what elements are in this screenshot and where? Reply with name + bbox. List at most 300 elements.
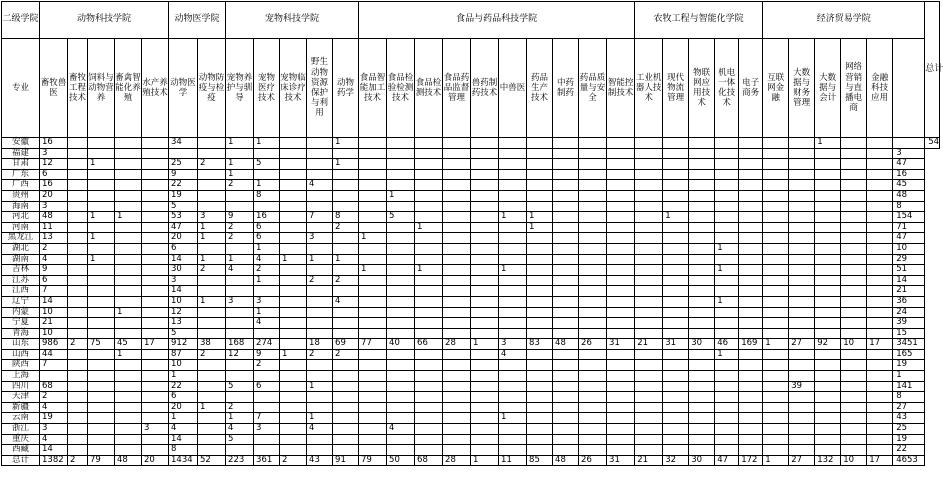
corner-header: 二级学院 <box>2 2 40 39</box>
count-cell <box>815 296 841 307</box>
count-cell: 3 <box>40 201 68 212</box>
count-cell <box>68 318 88 329</box>
count-cell <box>579 222 607 233</box>
count-cell: 1 <box>280 254 307 265</box>
count-cell <box>387 413 415 424</box>
count-cell <box>333 190 359 201</box>
count-cell <box>471 424 499 435</box>
count-cell <box>579 275 607 286</box>
count-cell: 69 <box>333 339 359 350</box>
count-cell: 31 <box>663 339 689 350</box>
count-cell <box>715 402 739 413</box>
count-cell <box>635 243 663 254</box>
count-cell <box>739 201 763 212</box>
count-cell <box>815 180 841 191</box>
major-header: 中兽医 <box>499 39 527 138</box>
count-cell <box>280 371 307 382</box>
count-cell <box>359 371 387 382</box>
count-cell: 47 <box>715 455 739 466</box>
count-cell <box>527 307 553 318</box>
count-cell: 27 <box>789 339 815 350</box>
count-cell <box>867 349 893 360</box>
count-cell: 77 <box>359 339 387 350</box>
count-cell: 1 <box>307 381 333 392</box>
count-cell <box>739 349 763 360</box>
count-cell: 4 <box>40 402 68 413</box>
count-cell: 1 <box>415 222 443 233</box>
count-cell <box>68 222 88 233</box>
count-cell <box>115 318 142 329</box>
count-cell <box>867 445 893 456</box>
count-cell <box>307 159 333 170</box>
count-cell: 1 <box>169 371 198 382</box>
count-cell <box>499 201 527 212</box>
count-cell <box>443 413 471 424</box>
count-cell <box>689 159 715 170</box>
count-cell <box>607 138 635 149</box>
count-cell <box>307 445 333 456</box>
count-cell <box>815 254 841 265</box>
count-cell <box>115 286 142 297</box>
count-cell <box>635 349 663 360</box>
count-cell <box>198 371 226 382</box>
count-cell <box>553 222 579 233</box>
count-cell <box>553 212 579 223</box>
count-cell: 31 <box>607 339 635 350</box>
count-cell <box>815 318 841 329</box>
count-cell <box>815 265 841 276</box>
count-cell: 1 <box>115 307 142 318</box>
major-header: 宠物临床诊疗技术 <box>280 39 307 138</box>
count-cell <box>867 434 893 445</box>
major-header: 饲料与动物营养 <box>88 39 115 138</box>
count-cell <box>307 243 333 254</box>
count-cell <box>663 275 689 286</box>
count-cell <box>471 328 499 339</box>
count-cell: 1 <box>88 159 115 170</box>
count-cell: 16 <box>40 180 68 191</box>
count-cell <box>415 392 443 403</box>
count-cell <box>142 138 169 149</box>
count-cell <box>443 243 471 254</box>
count-cell <box>635 159 663 170</box>
count-cell <box>763 212 789 223</box>
province-cell: 黑龙江 <box>2 233 40 244</box>
count-cell: 19 <box>40 413 68 424</box>
count-cell <box>553 381 579 392</box>
count-cell <box>689 233 715 244</box>
count-cell <box>415 434 443 445</box>
count-cell: 6 <box>169 243 198 254</box>
count-cell <box>553 180 579 191</box>
table-row <box>2 328 940 339</box>
province-cell: 江苏 <box>2 275 40 286</box>
row-total-cell: 51 <box>893 265 925 276</box>
count-cell: 12 <box>40 159 68 170</box>
count-cell <box>553 413 579 424</box>
count-cell: 1 <box>527 222 553 233</box>
count-cell <box>689 222 715 233</box>
count-cell <box>142 243 169 254</box>
count-cell: 21 <box>40 318 68 329</box>
count-cell <box>142 265 169 276</box>
table-row <box>2 360 940 371</box>
count-cell <box>739 190 763 201</box>
count-cell <box>115 169 142 180</box>
count-cell <box>254 371 280 382</box>
count-cell <box>142 180 169 191</box>
count-cell <box>763 392 789 403</box>
row-total-cell: 1 <box>893 371 925 382</box>
count-cell <box>68 307 88 318</box>
count-cell <box>739 296 763 307</box>
count-cell <box>663 233 689 244</box>
table-row <box>2 286 940 297</box>
count-cell <box>198 275 226 286</box>
count-cell <box>68 169 88 180</box>
count-cell <box>280 328 307 339</box>
count-cell <box>527 180 553 191</box>
count-cell <box>115 265 142 276</box>
count-cell <box>198 180 226 191</box>
count-cell <box>867 275 893 286</box>
count-cell <box>789 148 815 159</box>
row-total-cell: 16 <box>893 169 925 180</box>
count-cell: 1 <box>471 455 499 466</box>
count-cell <box>579 180 607 191</box>
count-cell: 16 <box>40 138 68 149</box>
row-total-cell: 45 <box>893 180 925 191</box>
count-cell: 7 <box>40 286 68 297</box>
count-cell <box>443 360 471 371</box>
count-cell <box>88 328 115 339</box>
count-cell <box>635 445 663 456</box>
count-cell <box>254 286 280 297</box>
count-cell: 1 <box>307 254 333 265</box>
count-cell <box>635 286 663 297</box>
count-cell <box>359 296 387 307</box>
count-cell <box>198 201 226 212</box>
count-cell: 20 <box>40 190 68 201</box>
count-cell <box>443 180 471 191</box>
count-cell <box>471 307 499 318</box>
count-cell <box>739 265 763 276</box>
count-cell <box>226 318 254 329</box>
count-cell <box>841 371 867 382</box>
count-cell: 223 <box>226 455 254 466</box>
count-cell: 20 <box>142 455 169 466</box>
count-cell <box>739 286 763 297</box>
row-total-cell: 24 <box>893 307 925 318</box>
count-cell <box>841 275 867 286</box>
count-cell <box>387 180 415 191</box>
count-cell <box>499 328 527 339</box>
count-cell <box>527 169 553 180</box>
count-cell <box>867 159 893 170</box>
count-cell: 85 <box>527 455 553 466</box>
count-cell <box>142 296 169 307</box>
count-cell: 1 <box>333 138 359 149</box>
row-total-cell: 39 <box>893 318 925 329</box>
count-cell <box>663 159 689 170</box>
count-cell <box>471 138 499 149</box>
count-cell <box>689 318 715 329</box>
count-cell <box>715 169 739 180</box>
count-cell <box>579 434 607 445</box>
count-cell <box>579 148 607 159</box>
count-cell <box>715 138 739 149</box>
count-cell <box>663 445 689 456</box>
count-cell <box>579 371 607 382</box>
count-cell <box>471 148 499 159</box>
count-cell: 40 <box>387 339 415 350</box>
count-cell <box>115 138 142 149</box>
table-row <box>2 381 940 392</box>
count-cell: 4 <box>226 424 254 435</box>
count-cell <box>715 222 739 233</box>
count-cell <box>359 148 387 159</box>
count-cell <box>226 243 254 254</box>
count-cell <box>471 318 499 329</box>
count-cell: 4 <box>307 424 333 435</box>
count-cell <box>359 328 387 339</box>
major-header: 机电一体化技术 <box>715 39 739 138</box>
count-cell <box>499 445 527 456</box>
count-cell: 1 <box>307 413 333 424</box>
count-cell <box>789 201 815 212</box>
count-cell: 32 <box>663 455 689 466</box>
count-cell: 2 <box>40 243 68 254</box>
count-cell <box>579 212 607 223</box>
count-cell <box>815 371 841 382</box>
count-cell <box>867 148 893 159</box>
count-cell <box>789 275 815 286</box>
count-cell <box>689 360 715 371</box>
count-cell: 10 <box>169 296 198 307</box>
count-cell <box>527 159 553 170</box>
count-cell <box>635 254 663 265</box>
count-cell <box>715 371 739 382</box>
count-cell: 13 <box>169 318 198 329</box>
count-cell <box>763 402 789 413</box>
major-header: 大数据与财务管理 <box>789 39 815 138</box>
count-cell <box>499 402 527 413</box>
count-cell <box>333 233 359 244</box>
province-cell: 海南 <box>2 201 40 212</box>
count-cell <box>307 402 333 413</box>
count-cell: 1 <box>333 159 359 170</box>
count-cell <box>527 275 553 286</box>
count-cell <box>142 159 169 170</box>
count-cell <box>198 392 226 403</box>
count-cell <box>607 275 635 286</box>
count-cell <box>359 169 387 180</box>
count-cell <box>88 286 115 297</box>
row-total-cell: 54 <box>925 138 940 149</box>
count-cell <box>415 318 443 329</box>
count-cell <box>689 424 715 435</box>
count-cell <box>68 201 88 212</box>
count-cell <box>88 169 115 180</box>
count-cell <box>280 201 307 212</box>
count-cell <box>142 212 169 223</box>
count-cell <box>359 159 387 170</box>
count-cell <box>663 180 689 191</box>
count-cell <box>663 392 689 403</box>
count-cell <box>359 307 387 318</box>
table-row <box>2 222 940 233</box>
count-cell <box>415 286 443 297</box>
count-cell <box>663 243 689 254</box>
table-row <box>2 455 940 466</box>
count-cell <box>307 318 333 329</box>
province-cell: 安徽 <box>2 138 40 149</box>
row-total-cell: 141 <box>893 381 925 392</box>
count-cell <box>527 381 553 392</box>
count-cell <box>115 275 142 286</box>
count-cell <box>471 286 499 297</box>
count-cell <box>68 381 88 392</box>
college-header: 宠物科技学院 <box>226 2 359 39</box>
count-cell <box>715 159 739 170</box>
count-cell <box>142 169 169 180</box>
count-cell: 4 <box>40 434 68 445</box>
count-cell <box>115 381 142 392</box>
count-cell <box>333 169 359 180</box>
count-cell <box>715 201 739 212</box>
count-cell <box>333 434 359 445</box>
count-cell: 4 <box>226 265 254 276</box>
count-cell <box>739 328 763 339</box>
count-cell <box>443 434 471 445</box>
count-cell <box>739 424 763 435</box>
count-cell <box>689 413 715 424</box>
count-cell <box>415 243 443 254</box>
count-cell <box>739 180 763 191</box>
row-total-cell: 21 <box>893 286 925 297</box>
row-total-cell: 48 <box>893 190 925 201</box>
count-cell: 9 <box>40 265 68 276</box>
major-header: 食品药品监督管理 <box>443 39 471 138</box>
count-cell: 11 <box>40 222 68 233</box>
count-cell <box>443 381 471 392</box>
count-cell <box>553 360 579 371</box>
count-cell <box>115 159 142 170</box>
count-cell <box>280 424 307 435</box>
count-cell: 17 <box>867 339 893 350</box>
major-header: 食品检测技术 <box>415 39 443 138</box>
count-cell: 1 <box>499 265 527 276</box>
province-cell: 贵州 <box>2 190 40 201</box>
count-cell <box>198 434 226 445</box>
count-cell: 43 <box>307 455 333 466</box>
count-cell <box>333 445 359 456</box>
count-cell <box>689 169 715 180</box>
count-cell <box>387 434 415 445</box>
count-cell <box>739 275 763 286</box>
count-cell <box>689 275 715 286</box>
count-cell: 1 <box>715 265 739 276</box>
count-cell: 21 <box>635 339 663 350</box>
count-cell <box>841 349 867 360</box>
count-cell <box>471 349 499 360</box>
count-cell <box>527 265 553 276</box>
count-cell <box>443 201 471 212</box>
count-cell <box>789 360 815 371</box>
count-cell <box>841 296 867 307</box>
count-cell <box>867 254 893 265</box>
count-cell: 6 <box>169 392 198 403</box>
count-cell: 4 <box>169 424 198 435</box>
count-cell: 6 <box>254 233 280 244</box>
count-cell: 1 <box>527 212 553 223</box>
count-cell: 4 <box>254 318 280 329</box>
province-cell: 上海 <box>2 371 40 382</box>
count-cell <box>198 138 226 149</box>
count-cell <box>763 159 789 170</box>
count-cell <box>553 402 579 413</box>
count-cell <box>789 254 815 265</box>
count-cell <box>579 413 607 424</box>
count-cell <box>307 296 333 307</box>
row-total-cell: 29 <box>893 254 925 265</box>
count-cell <box>715 180 739 191</box>
count-cell: 25 <box>169 159 198 170</box>
table-row <box>2 159 940 170</box>
count-cell <box>471 201 499 212</box>
count-cell <box>689 445 715 456</box>
table-row <box>2 349 940 360</box>
count-cell <box>715 318 739 329</box>
count-cell <box>359 381 387 392</box>
count-cell <box>841 381 867 392</box>
count-cell: 5 <box>226 381 254 392</box>
count-cell <box>333 148 359 159</box>
count-cell <box>841 222 867 233</box>
count-cell <box>715 212 739 223</box>
count-cell <box>635 424 663 435</box>
count-cell <box>689 402 715 413</box>
count-cell: 68 <box>40 381 68 392</box>
count-cell <box>607 296 635 307</box>
major-header: 现代物流管理 <box>663 39 689 138</box>
count-cell <box>387 138 415 149</box>
count-cell <box>841 392 867 403</box>
count-cell: 6 <box>254 381 280 392</box>
count-cell <box>68 424 88 435</box>
count-cell <box>763 138 789 149</box>
count-cell: 5 <box>387 212 415 223</box>
count-cell: 2 <box>333 349 359 360</box>
count-cell: 50 <box>387 455 415 466</box>
count-cell <box>443 275 471 286</box>
count-cell <box>333 402 359 413</box>
count-cell <box>115 190 142 201</box>
count-cell <box>553 371 579 382</box>
count-cell: 14 <box>40 296 68 307</box>
count-cell <box>359 222 387 233</box>
table-row <box>2 169 940 180</box>
count-cell <box>471 445 499 456</box>
count-cell <box>471 243 499 254</box>
count-cell <box>689 307 715 318</box>
count-cell <box>307 265 333 276</box>
count-cell: 2 <box>68 339 88 350</box>
count-cell <box>815 328 841 339</box>
count-cell <box>867 180 893 191</box>
count-cell <box>527 349 553 360</box>
count-cell <box>607 180 635 191</box>
